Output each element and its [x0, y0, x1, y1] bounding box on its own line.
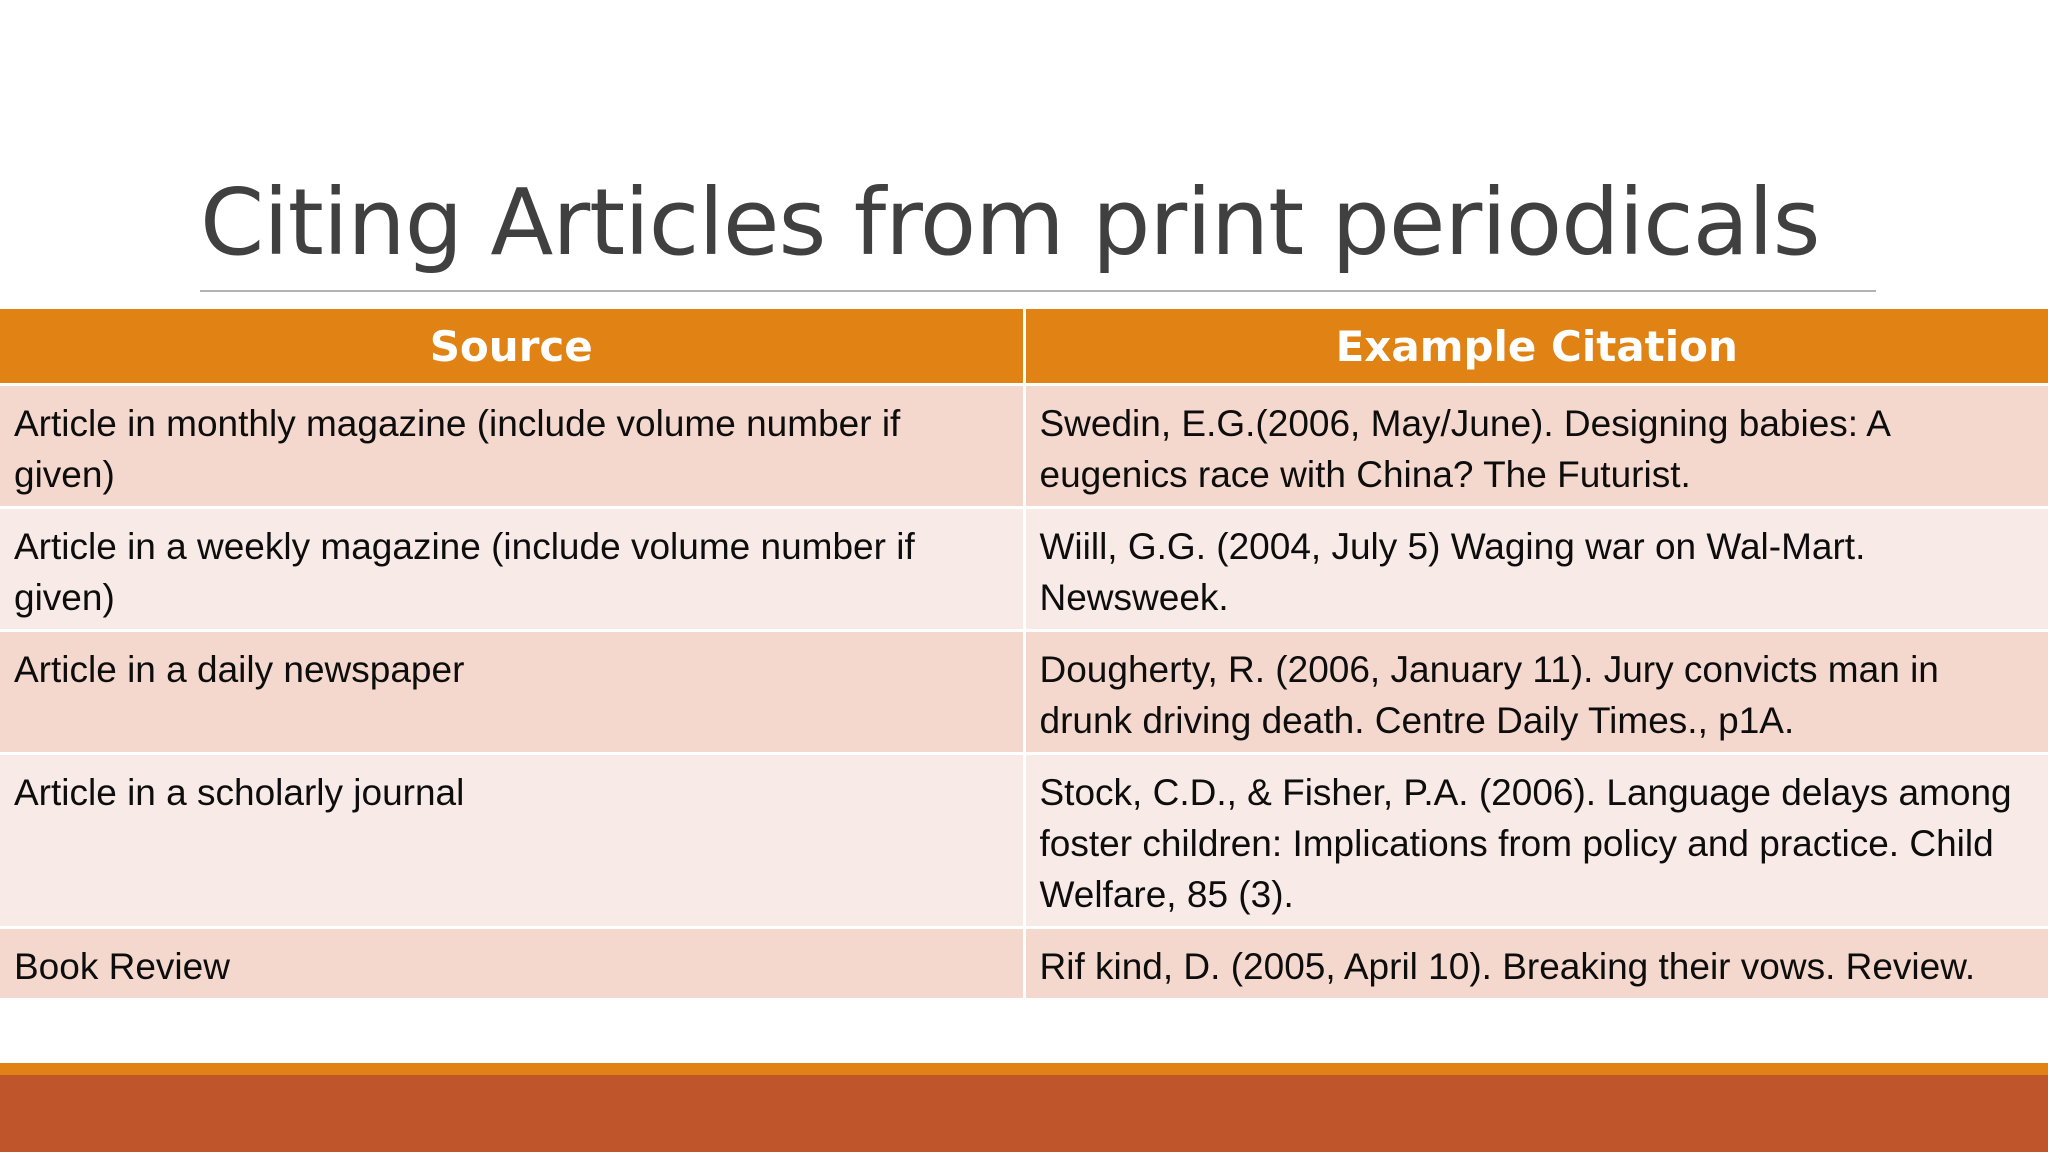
header-example-citation: Example Citation: [1024, 309, 2048, 385]
table-row: [0, 385, 2048, 508]
header-source: Source: [0, 309, 1024, 385]
citation-cell: Swedin, E.G.(2006, May/June). Designing babies: A eugenics race with China? The Futurist.: [1024, 385, 2048, 508]
footer-band: [0, 1075, 2048, 1152]
citation-cell: Dougherty, R. (2006, January 11). Jury convicts man in drunk driving death. Centre Daily Times., p1A.: [1024, 631, 2048, 754]
table-row: [0, 631, 2048, 754]
title-divider: [200, 290, 1876, 292]
slide-title: Citing Articles from print periodicals: [200, 169, 1820, 276]
table-row: [0, 754, 2048, 928]
source-cell: Article in monthly magazine (include volume number if given): [0, 385, 1024, 508]
source-cell: Article in a daily newspaper: [0, 631, 1024, 754]
source-cell: Article in a weekly magazine (include volume number if given): [0, 508, 1024, 631]
citation-table: [0, 309, 2048, 1001]
table-header-row: [0, 309, 2048, 385]
source-cell: Article in a scholarly journal: [0, 754, 1024, 928]
source-cell: Book Review: [0, 928, 1024, 1000]
footer-accent-stripe: [0, 1063, 2048, 1075]
citation-cell: Rif kind, D. (2005, April 10). Breaking their vows. Review.: [1024, 928, 2048, 1000]
table-row: [0, 508, 2048, 631]
citation-cell: Stock, C.D., & Fisher, P.A. (2006). Language delays among foster children: Implications from policy and practice. Child Welfare, 85 (3).: [1024, 754, 2048, 928]
citation-cell: Wiill, G.G. (2004, July 5) Waging war on Wal-Mart. Newsweek.: [1024, 508, 2048, 631]
table-row: [0, 928, 2048, 1000]
